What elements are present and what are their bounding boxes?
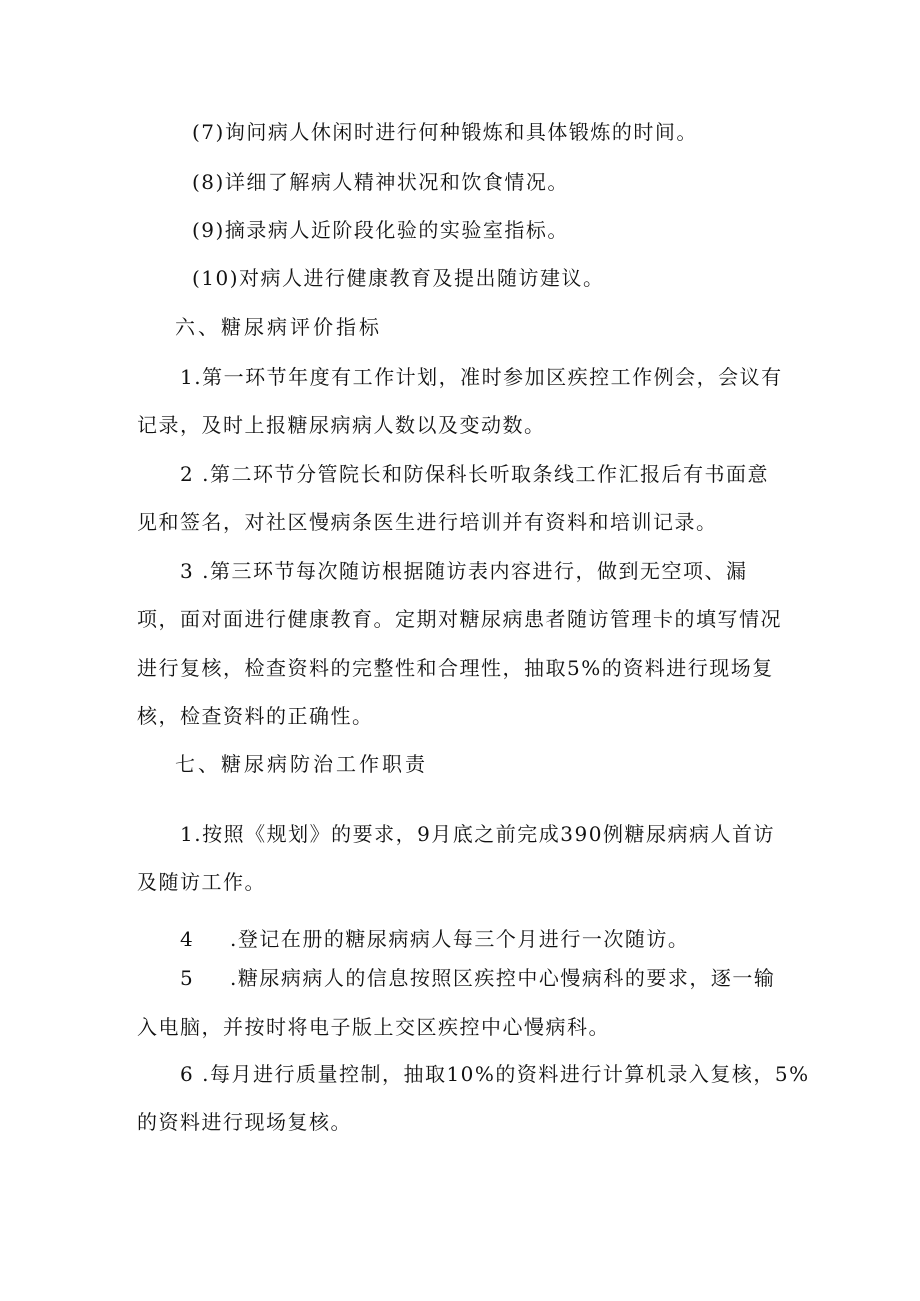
- duty-5-line-2: 入电脑，并按时将电子版上交区疾控中心慢病科。: [137, 1015, 610, 1039]
- duty-1-line-2: 及随访工作。: [137, 870, 266, 894]
- section-heading-6: 六、糖尿病评价指标: [175, 315, 382, 339]
- list-item-7: (7)询问病人休闲时进行何种锻炼和具体锻炼的时间。: [192, 120, 698, 144]
- paragraph-2-line-2: 见和签名，对社区慢病条医生进行培训并有资料和培训记录。: [137, 510, 718, 534]
- list-item-9: (9)摘录病人近阶段化验的实验室指标。: [192, 218, 569, 242]
- paragraph-2-line-1: 2 .第二环节分管院长和防保科长听取条线工作汇报后有书面意: [180, 462, 769, 486]
- duty-5-text: .糖尿病病人的信息按照区疾控中心慢病科的要求，逐一输: [230, 966, 776, 990]
- paragraph-3-line-1: 3 .第三环节每次随访根据随访表内容进行，做到无空项、漏: [180, 559, 748, 583]
- duty-5-number: 5: [180, 966, 195, 990]
- list-item-8: (8)详细了解病人精神状况和饮食情况。: [192, 170, 569, 194]
- duty-4-text: .登记在册的糖尿病病人每三个月进行一次随访。: [230, 927, 690, 951]
- duty-4: [180, 927, 840, 951]
- paragraph-3-line-4: 核，检查资料的正确性。: [137, 704, 374, 728]
- duty-1-line-1: 1.按照《规划》的要求，9月底之前完成390例糖尿病病人首访: [180, 822, 775, 846]
- paragraph-3-line-2: 项，面对面进行健康教育。定期对糖尿病患者随访管理卡的填写情况: [137, 607, 782, 631]
- duty-4-number: 4: [180, 927, 195, 951]
- duty-6-line-1: 6 .每月进行质量控制，抽取10%的资料进行计算机录入复核，5%: [180, 1062, 810, 1086]
- paragraph-1-line-2: 记录，及时上报糖尿病病人数以及变动数。: [137, 413, 546, 437]
- paragraph-3-line-3: 进行复核，检查资料的完整性和合理性，抽取5%的资料进行现场复: [137, 656, 774, 680]
- section-heading-7: 七、糖尿病防治工作职责: [175, 752, 428, 776]
- duty-5: [180, 966, 840, 990]
- list-item-10: (10)对病人进行健康教育及提出随访建议。: [192, 266, 605, 290]
- duty-6-line-2: 的资料进行现场复核。: [137, 1110, 352, 1134]
- paragraph-1-line-1: 1.第一环节年度有工作计划，准时参加区疾控工作例会，会议有: [180, 365, 783, 389]
